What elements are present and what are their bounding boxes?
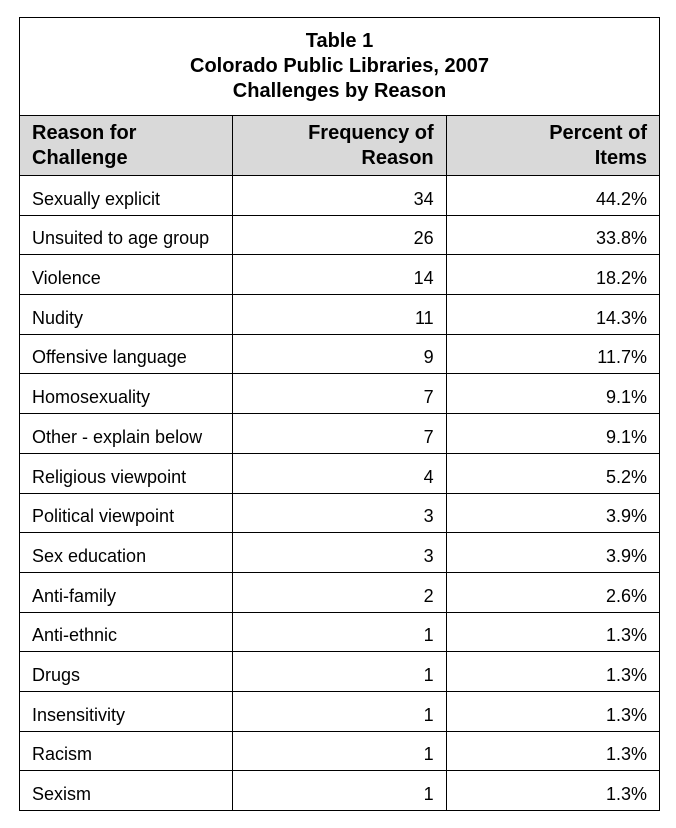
percent-cell: 44.2% [446, 176, 659, 216]
percent-cell: 11.7% [446, 334, 659, 374]
percent-cell: 9.1% [446, 414, 659, 454]
table-row [20, 255, 660, 295]
challenges-table [19, 17, 660, 811]
reason-cell: Religious viewpoint [20, 453, 233, 493]
header-reason-line-2: Challenge [32, 146, 128, 169]
reason-cell: Sexually explicit [20, 176, 233, 216]
reason-cell: Sexism [20, 771, 233, 811]
percent-cell: 3.9% [446, 493, 659, 533]
header-reason [20, 116, 233, 176]
reason-cell: Unsuited to age group [20, 215, 233, 255]
table-row [20, 612, 660, 652]
table-row [20, 652, 660, 692]
frequency-cell: 7 [233, 414, 446, 454]
percent-cell: 1.3% [446, 771, 659, 811]
percent-cell: 1.3% [446, 731, 659, 771]
percent-cell: 9.1% [446, 374, 659, 414]
table-title-line-2: Colorado Public Libraries, 2007 [190, 55, 489, 77]
frequency-cell: 11 [233, 295, 446, 335]
reason-cell: Violence [20, 255, 233, 295]
table-row [20, 493, 660, 533]
reason-cell: Anti-ethnic [20, 612, 233, 652]
column-header-row [20, 116, 660, 176]
table-title [20, 18, 660, 116]
frequency-cell: 1 [233, 771, 446, 811]
percent-cell: 1.3% [446, 612, 659, 652]
title-row [20, 18, 660, 116]
frequency-cell: 4 [233, 453, 446, 493]
header-frequency [233, 116, 446, 176]
frequency-cell: 1 [233, 691, 446, 731]
table-row [20, 572, 660, 612]
table-title-line-3: Challenges by Reason [232, 80, 447, 102]
frequency-cell: 3 [233, 533, 446, 573]
frequency-cell: 7 [233, 374, 446, 414]
header-frequency-line-2: Reason [361, 146, 434, 169]
table-row [20, 771, 660, 811]
reason-cell: Drugs [20, 652, 233, 692]
reason-cell: Anti-family [20, 572, 233, 612]
frequency-cell: 9 [233, 334, 446, 374]
percent-cell: 1.3% [446, 691, 659, 731]
percent-cell: 2.6% [446, 572, 659, 612]
reason-cell: Other - explain below [20, 414, 233, 454]
reason-cell: Homosexuality [20, 374, 233, 414]
reason-cell: Racism [20, 731, 233, 771]
percent-cell: 3.9% [446, 533, 659, 573]
table-row [20, 453, 660, 493]
reason-cell: Sex education [20, 533, 233, 573]
table-row [20, 215, 660, 255]
table-row [20, 374, 660, 414]
reason-cell: Insensitivity [20, 691, 233, 731]
frequency-cell: 34 [233, 176, 446, 216]
frequency-cell: 26 [233, 215, 446, 255]
table-row [20, 533, 660, 573]
frequency-cell: 14 [233, 255, 446, 295]
table-row [20, 176, 660, 216]
percent-cell: 5.2% [446, 453, 659, 493]
frequency-cell: 2 [233, 572, 446, 612]
percent-cell: 1.3% [446, 652, 659, 692]
table-row [20, 414, 660, 454]
table-row [20, 691, 660, 731]
header-percent-line-2: Items [594, 146, 647, 169]
header-percent [446, 116, 659, 176]
header-percent-line-1: Percent of [549, 121, 647, 144]
reason-cell: Offensive language [20, 334, 233, 374]
table-title-line-1: Table 1 [305, 30, 374, 52]
percent-cell: 14.3% [446, 295, 659, 335]
percent-cell: 33.8% [446, 215, 659, 255]
table-row [20, 334, 660, 374]
frequency-cell: 1 [233, 652, 446, 692]
frequency-cell: 3 [233, 493, 446, 533]
header-frequency-line-1: Frequency of [308, 121, 434, 144]
header-reason-line-1: Reason for [32, 121, 137, 144]
frequency-cell: 1 [233, 612, 446, 652]
table-row [20, 295, 660, 335]
reason-cell: Nudity [20, 295, 233, 335]
percent-cell: 18.2% [446, 255, 659, 295]
table-row [20, 731, 660, 771]
table-body [20, 176, 660, 811]
reason-cell: Political viewpoint [20, 493, 233, 533]
frequency-cell: 1 [233, 731, 446, 771]
